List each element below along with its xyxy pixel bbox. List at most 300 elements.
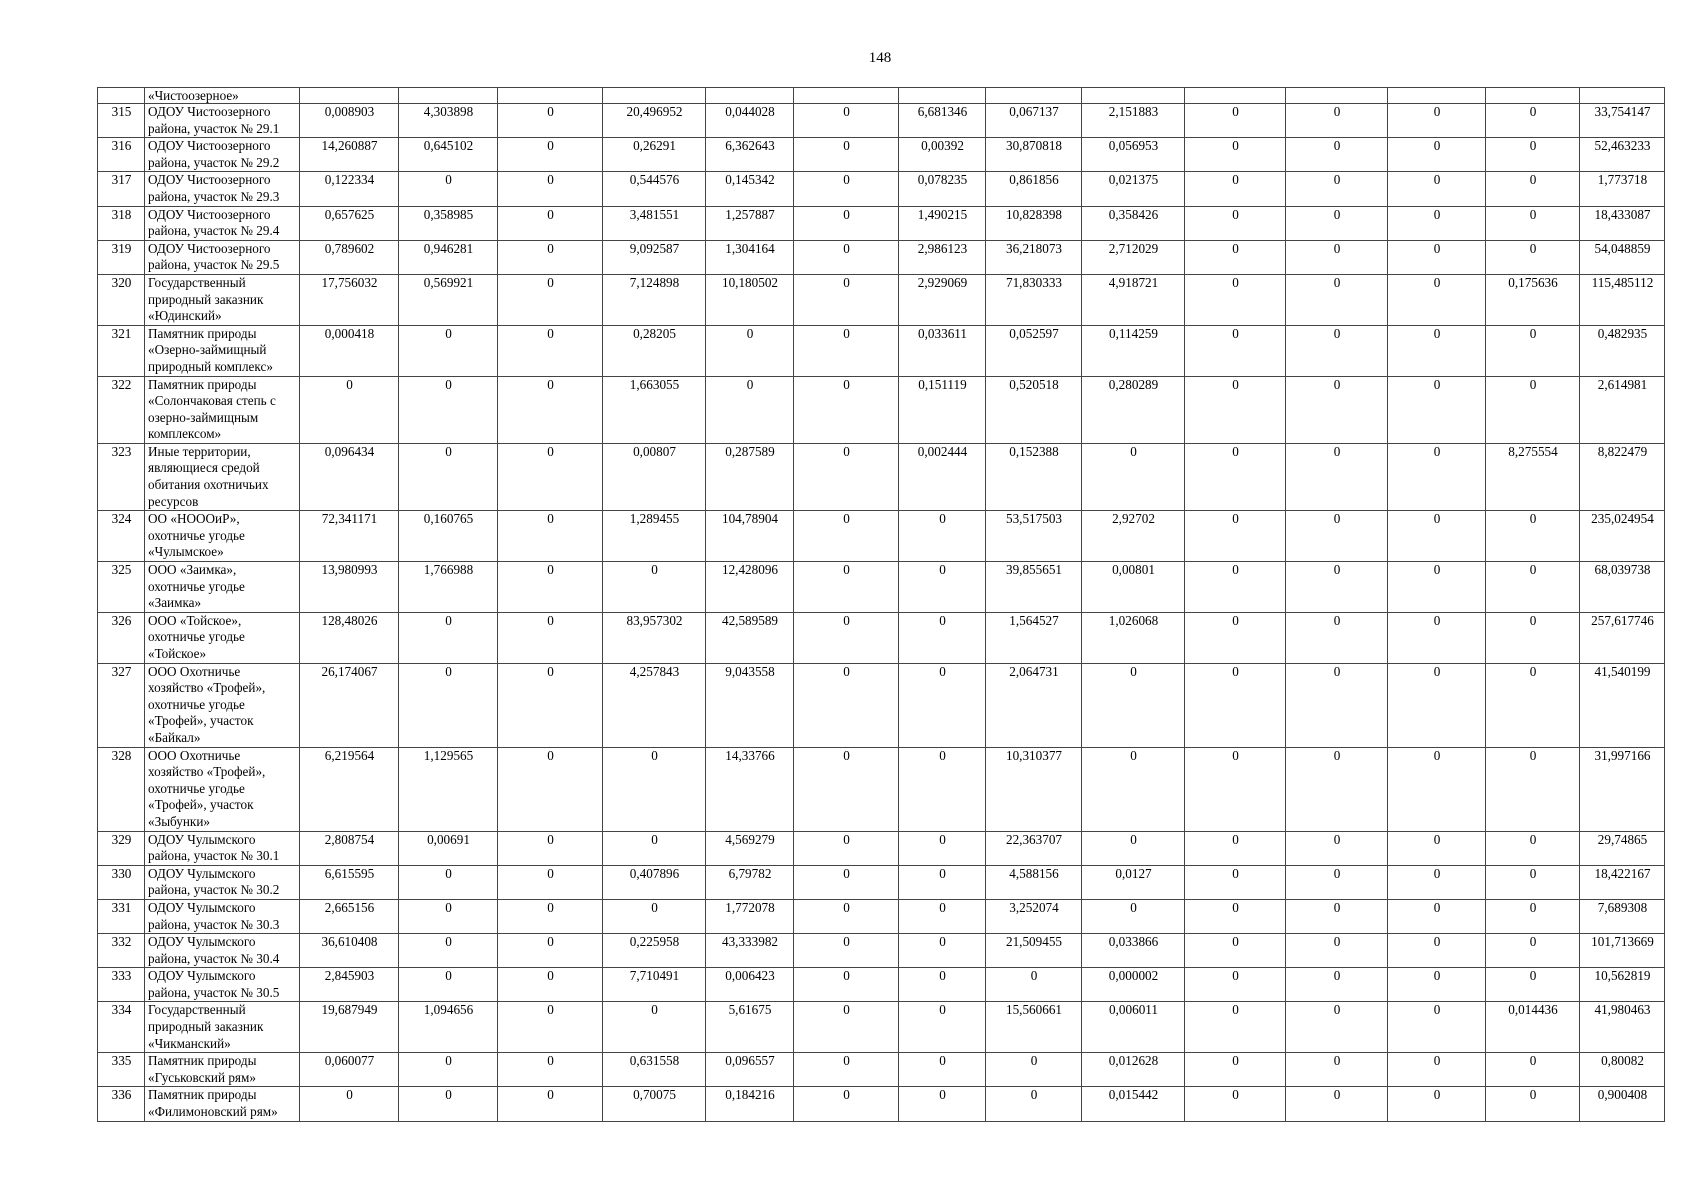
table-cell-name: ОДОУ Чистоозерного района, участок № 29.2 bbox=[145, 138, 300, 172]
table-cell-value: 2,064731 bbox=[986, 663, 1082, 747]
table-cell-value: 0 bbox=[1082, 443, 1185, 510]
table-cell-total: 29,74865 bbox=[1580, 831, 1665, 865]
table-cell bbox=[706, 88, 794, 104]
table-cell-value: 8,275554 bbox=[1486, 443, 1580, 510]
table-cell-value: 0,00691 bbox=[399, 831, 498, 865]
table-cell-total: 0,482935 bbox=[1580, 325, 1665, 376]
table-cell-value: 0 bbox=[1388, 612, 1486, 663]
table-cell-value: 39,855651 bbox=[986, 562, 1082, 613]
table-cell-value: 0 bbox=[899, 612, 986, 663]
table-cell-value: 1,026068 bbox=[1082, 612, 1185, 663]
table-cell-value: 0 bbox=[794, 1053, 899, 1087]
table-cell-total: 0,900408 bbox=[1580, 1087, 1665, 1121]
table-cell-value: 1,766988 bbox=[399, 562, 498, 613]
table-cell-value: 0 bbox=[498, 240, 603, 274]
table-cell-value: 0 bbox=[1486, 104, 1580, 138]
table-cell-num: 333 bbox=[98, 968, 145, 1002]
table-cell bbox=[1388, 88, 1486, 104]
table-cell-value: 0 bbox=[1185, 663, 1286, 747]
table-cell-num: 322 bbox=[98, 376, 145, 443]
table-cell-num: 327 bbox=[98, 663, 145, 747]
table-cell-value: 104,78904 bbox=[706, 511, 794, 562]
table-cell-value: 0,122334 bbox=[300, 172, 399, 206]
table-row bbox=[98, 104, 1665, 138]
table-cell-value: 0,70075 bbox=[603, 1087, 706, 1121]
table-cell-value: 3,481551 bbox=[603, 206, 706, 240]
table-cell-value: 0 bbox=[1388, 172, 1486, 206]
table-cell-value: 0 bbox=[1286, 865, 1388, 899]
table-cell-num: 335 bbox=[98, 1053, 145, 1087]
table-cell-value: 0 bbox=[603, 747, 706, 831]
table-cell-value: 0 bbox=[794, 104, 899, 138]
table-cell-value: 0 bbox=[899, 663, 986, 747]
table-cell-value: 0 bbox=[1388, 1053, 1486, 1087]
table-cell-value: 0 bbox=[1286, 1002, 1388, 1053]
table-cell-value: 0 bbox=[1286, 376, 1388, 443]
table-cell-value: 0,175636 bbox=[1486, 274, 1580, 325]
table-cell-value: 0 bbox=[1286, 663, 1388, 747]
table-cell-name: ООО Охотничье хозяйство «Трофей», охотничье угодье «Трофей», участок «Байкал» bbox=[145, 663, 300, 747]
table-row bbox=[98, 934, 1665, 968]
table-cell-value: 83,957302 bbox=[603, 612, 706, 663]
table-cell bbox=[1185, 88, 1286, 104]
table-row bbox=[98, 562, 1665, 613]
table-cell-value: 0 bbox=[1286, 172, 1388, 206]
table-cell-value: 0 bbox=[300, 376, 399, 443]
table-cell-value: 1,289455 bbox=[603, 511, 706, 562]
table-cell-value: 2,665156 bbox=[300, 899, 399, 933]
table-cell-value: 0 bbox=[1486, 747, 1580, 831]
table-cell-value: 0 bbox=[1486, 206, 1580, 240]
table-cell-value: 2,92702 bbox=[1082, 511, 1185, 562]
table-cell-value: 0 bbox=[498, 104, 603, 138]
table-cell bbox=[603, 88, 706, 104]
table-cell-value: 1,304164 bbox=[706, 240, 794, 274]
table-cell-value: 0 bbox=[1388, 934, 1486, 968]
table-cell-value: 0 bbox=[498, 325, 603, 376]
table-cell-value: 0 bbox=[498, 562, 603, 613]
table-cell-value: 53,517503 bbox=[986, 511, 1082, 562]
table-cell-value: 0 bbox=[1286, 511, 1388, 562]
table-cell-value: 2,929069 bbox=[899, 274, 986, 325]
table-cell-value: 6,362643 bbox=[706, 138, 794, 172]
table-cell-value: 14,33766 bbox=[706, 747, 794, 831]
table-cell-value: 0 bbox=[1286, 1053, 1388, 1087]
table-cell-num: 316 bbox=[98, 138, 145, 172]
table-cell-value: 0 bbox=[498, 274, 603, 325]
table-row bbox=[98, 325, 1665, 376]
table-cell-total: 41,980463 bbox=[1580, 1002, 1665, 1053]
table-cell-value: 0,520518 bbox=[986, 376, 1082, 443]
table-cell-value: 0 bbox=[498, 376, 603, 443]
table-row bbox=[98, 240, 1665, 274]
table-cell-value: 2,712029 bbox=[1082, 240, 1185, 274]
table-cell-value: 6,219564 bbox=[300, 747, 399, 831]
table-cell-value: 17,756032 bbox=[300, 274, 399, 325]
table-cell-value: 0 bbox=[794, 138, 899, 172]
table-cell-value: 0 bbox=[1388, 325, 1486, 376]
table-cell-value: 72,341171 bbox=[300, 511, 399, 562]
table-cell-value: 0,280289 bbox=[1082, 376, 1185, 443]
table-cell-value: 0 bbox=[1185, 747, 1286, 831]
table-cell-value: 0 bbox=[794, 376, 899, 443]
table-cell-value: 0,021375 bbox=[1082, 172, 1185, 206]
table-cell-value: 0 bbox=[1286, 747, 1388, 831]
table-cell-value: 0 bbox=[1486, 172, 1580, 206]
table-cell-value: 5,61675 bbox=[706, 1002, 794, 1053]
table-cell-value: 1,257887 bbox=[706, 206, 794, 240]
table-cell-value: 0 bbox=[1388, 138, 1486, 172]
table-cell-value: 4,303898 bbox=[399, 104, 498, 138]
table-cell bbox=[1286, 88, 1388, 104]
table-cell-value: 0 bbox=[794, 1087, 899, 1121]
table-cell-value: 0 bbox=[498, 206, 603, 240]
table-cell-num: 330 bbox=[98, 865, 145, 899]
table-cell-value: 0 bbox=[1486, 376, 1580, 443]
table-cell-value: 26,174067 bbox=[300, 663, 399, 747]
table-cell-value: 0 bbox=[1185, 104, 1286, 138]
table-cell-total: 54,048859 bbox=[1580, 240, 1665, 274]
table-cell-value: 0 bbox=[1486, 138, 1580, 172]
table-cell-value: 0 bbox=[1286, 831, 1388, 865]
table-row bbox=[98, 968, 1665, 1002]
table-cell-value: 0,631558 bbox=[603, 1053, 706, 1087]
table-cell-total: 18,433087 bbox=[1580, 206, 1665, 240]
table-cell-name: ОДОУ Чулымского района, участок № 30.1 bbox=[145, 831, 300, 865]
table-cell-value: 4,569279 bbox=[706, 831, 794, 865]
table-cell-value: 0 bbox=[1486, 1053, 1580, 1087]
table-cell-num: 324 bbox=[98, 511, 145, 562]
table-cell-value: 0 bbox=[794, 562, 899, 613]
table-cell-value: 21,509455 bbox=[986, 934, 1082, 968]
data-table bbox=[97, 87, 1665, 1122]
table-cell-value: 0 bbox=[498, 968, 603, 1002]
table-cell-total: 101,713669 bbox=[1580, 934, 1665, 968]
table-cell-value: 0 bbox=[794, 831, 899, 865]
table-cell-value: 0 bbox=[1388, 376, 1486, 443]
table-row bbox=[98, 376, 1665, 443]
table-cell-value: 0,067137 bbox=[986, 104, 1082, 138]
table-cell bbox=[1082, 88, 1185, 104]
table-cell-value: 71,830333 bbox=[986, 274, 1082, 325]
table-cell-num: 332 bbox=[98, 934, 145, 968]
table-cell-value: 0,114259 bbox=[1082, 325, 1185, 376]
table-cell-value: 0 bbox=[986, 968, 1082, 1002]
table-cell-value: 36,610408 bbox=[300, 934, 399, 968]
table-cell bbox=[300, 88, 399, 104]
table-cell bbox=[794, 88, 899, 104]
table-cell-value: 0,645102 bbox=[399, 138, 498, 172]
table-cell-value: 0,145342 bbox=[706, 172, 794, 206]
table-cell-value: 0 bbox=[498, 172, 603, 206]
table-row bbox=[98, 1087, 1665, 1121]
table-cell-num: 325 bbox=[98, 562, 145, 613]
table-cell-value: 0 bbox=[399, 612, 498, 663]
table-cell-value: 1,094656 bbox=[399, 1002, 498, 1053]
table-cell-value: 0 bbox=[1286, 562, 1388, 613]
table-cell-value: 0 bbox=[1286, 934, 1388, 968]
table-cell-value: 0 bbox=[1185, 1053, 1286, 1087]
table-cell-value: 0 bbox=[899, 831, 986, 865]
table-cell-num: 331 bbox=[98, 899, 145, 933]
table-cell-value: 0 bbox=[794, 511, 899, 562]
table-cell-value: 0 bbox=[1185, 934, 1286, 968]
table-cell-value: 19,687949 bbox=[300, 1002, 399, 1053]
table-row bbox=[98, 206, 1665, 240]
table-cell-value: 0 bbox=[1486, 934, 1580, 968]
table-cell-value: 0 bbox=[794, 172, 899, 206]
table-row bbox=[98, 612, 1665, 663]
table-cell-value: 0 bbox=[1082, 831, 1185, 865]
table-cell-value: 0 bbox=[1486, 325, 1580, 376]
table-cell-total: 52,463233 bbox=[1580, 138, 1665, 172]
table-row-continuation bbox=[98, 88, 1665, 104]
table-cell-value: 0 bbox=[1486, 663, 1580, 747]
table-cell-value: 6,681346 bbox=[899, 104, 986, 138]
table-cell-value: 0 bbox=[603, 831, 706, 865]
table-cell-value: 0 bbox=[1185, 138, 1286, 172]
table-cell-value: 0 bbox=[1185, 511, 1286, 562]
table-cell-value: 7,124898 bbox=[603, 274, 706, 325]
table-cell-value: 43,333982 bbox=[706, 934, 794, 968]
table-cell-value: 0 bbox=[1486, 511, 1580, 562]
table-cell-total: 0,80082 bbox=[1580, 1053, 1665, 1087]
table-cell-value: 0,002444 bbox=[899, 443, 986, 510]
table-cell-value: 30,870818 bbox=[986, 138, 1082, 172]
table-cell-value: 4,257843 bbox=[603, 663, 706, 747]
table-cell-total: 115,485112 bbox=[1580, 274, 1665, 325]
table-cell-value: 0 bbox=[1486, 1087, 1580, 1121]
table-row bbox=[98, 1002, 1665, 1053]
table-cell-value: 0,789602 bbox=[300, 240, 399, 274]
table-cell-num: 317 bbox=[98, 172, 145, 206]
table-row bbox=[98, 899, 1665, 933]
table-cell-name: ОДОУ Чулымского района, участок № 30.3 bbox=[145, 899, 300, 933]
table-cell-total: 33,754147 bbox=[1580, 104, 1665, 138]
table-cell-value: 0,052597 bbox=[986, 325, 1082, 376]
table-cell-value: 0 bbox=[1388, 1002, 1486, 1053]
table-cell-num: 326 bbox=[98, 612, 145, 663]
table-cell-value: 6,79782 bbox=[706, 865, 794, 899]
table-cell-value: 0 bbox=[1286, 240, 1388, 274]
table-cell-value: 9,092587 bbox=[603, 240, 706, 274]
table-cell-value: 0,00392 bbox=[899, 138, 986, 172]
table-cell-value: 0 bbox=[1388, 831, 1486, 865]
table-cell-value: 0 bbox=[794, 443, 899, 510]
table-cell-value: 0 bbox=[603, 1002, 706, 1053]
table-cell-value: 0 bbox=[1185, 899, 1286, 933]
table-cell-value: 0 bbox=[1388, 104, 1486, 138]
table-cell-value: 0 bbox=[1388, 511, 1486, 562]
table-cell-value: 0 bbox=[399, 865, 498, 899]
table-row bbox=[98, 865, 1665, 899]
table-cell-value: 0 bbox=[498, 1087, 603, 1121]
table-cell-value: 0,184216 bbox=[706, 1087, 794, 1121]
table-cell-value: 0,569921 bbox=[399, 274, 498, 325]
table-cell-value: 0 bbox=[899, 511, 986, 562]
table-cell-num bbox=[98, 88, 145, 104]
table-cell-value: 0 bbox=[399, 1053, 498, 1087]
table-cell-value: 0 bbox=[1486, 612, 1580, 663]
table-cell-value: 0 bbox=[1486, 899, 1580, 933]
table-cell-value: 0 bbox=[794, 747, 899, 831]
table-cell-value: 13,980993 bbox=[300, 562, 399, 613]
table-cell-value: 0 bbox=[1185, 206, 1286, 240]
table-cell-value: 0,861856 bbox=[986, 172, 1082, 206]
table-cell-value: 0 bbox=[986, 1087, 1082, 1121]
table-cell-value: 0,033611 bbox=[899, 325, 986, 376]
table-cell-name: ОДОУ Чистоозерного района, участок № 29.4 bbox=[145, 206, 300, 240]
table-cell-value: 0,014436 bbox=[1486, 1002, 1580, 1053]
table-cell-name: «Чистоозерное» bbox=[145, 88, 300, 104]
table-cell-value: 1,490215 bbox=[899, 206, 986, 240]
table-cell-value: 0 bbox=[498, 865, 603, 899]
table-cell-value: 0 bbox=[899, 1053, 986, 1087]
table-cell-value: 0 bbox=[794, 968, 899, 1002]
table-cell-value: 0 bbox=[1286, 899, 1388, 933]
table-cell-name: ООО «Заимка», охотничье угодье «Заимка» bbox=[145, 562, 300, 613]
table-cell-value: 10,828398 bbox=[986, 206, 1082, 240]
table-cell-value: 0 bbox=[399, 1087, 498, 1121]
table-cell-value: 0 bbox=[1185, 1002, 1286, 1053]
table-cell-value: 2,986123 bbox=[899, 240, 986, 274]
table-cell-name: Памятник природы «Озерно-займищный природный комплекс» bbox=[145, 325, 300, 376]
table-cell-name: ОО «НОООиР», охотничье угодье «Чулымское» bbox=[145, 511, 300, 562]
table-cell-value: 0,015442 bbox=[1082, 1087, 1185, 1121]
table-cell-value: 0 bbox=[794, 325, 899, 376]
table-cell-value: 0 bbox=[1486, 968, 1580, 1002]
table-cell-total: 31,997166 bbox=[1580, 747, 1665, 831]
table-row bbox=[98, 172, 1665, 206]
table-cell-name: Памятник природы «Филимоновский рям» bbox=[145, 1087, 300, 1121]
table-cell-num: 336 bbox=[98, 1087, 145, 1121]
table-cell-value: 0 bbox=[1388, 240, 1486, 274]
table-cell-value: 0 bbox=[706, 325, 794, 376]
table-cell-value: 0 bbox=[1185, 1087, 1286, 1121]
table-cell-total: 8,822479 bbox=[1580, 443, 1665, 510]
table-cell-value: 1,129565 bbox=[399, 747, 498, 831]
table-cell-value: 0 bbox=[1286, 138, 1388, 172]
table-cell-value: 0 bbox=[1185, 172, 1286, 206]
table-cell-value: 0 bbox=[1486, 865, 1580, 899]
table-cell bbox=[1580, 88, 1665, 104]
table-cell-value: 0 bbox=[899, 899, 986, 933]
table-cell-name: ОДОУ Чулымского района, участок № 30.2 bbox=[145, 865, 300, 899]
table-cell-value: 0,044028 bbox=[706, 104, 794, 138]
table-cell-name: Памятник природы «Солончаковая степь с озерно-займищным комплексом» bbox=[145, 376, 300, 443]
table-cell-value: 0 bbox=[899, 747, 986, 831]
table-cell-value: 0 bbox=[1286, 1087, 1388, 1121]
table-cell-value: 0 bbox=[399, 376, 498, 443]
table-cell-value: 128,48026 bbox=[300, 612, 399, 663]
table-cell-value: 0 bbox=[498, 1002, 603, 1053]
table-cell-name: Государственный природный заказник «Юдинский» bbox=[145, 274, 300, 325]
table-cell-value: 0 bbox=[603, 899, 706, 933]
table-row bbox=[98, 138, 1665, 172]
table-cell-value: 0,006011 bbox=[1082, 1002, 1185, 1053]
table-cell-value: 0,012628 bbox=[1082, 1053, 1185, 1087]
table-cell-name: Государственный природный заказник «Чикманский» bbox=[145, 1002, 300, 1053]
table-cell-value: 0 bbox=[498, 612, 603, 663]
table-cell-value: 4,918721 bbox=[1082, 274, 1185, 325]
table-cell-total: 235,024954 bbox=[1580, 511, 1665, 562]
table-cell-value: 0 bbox=[1388, 443, 1486, 510]
table-cell-value: 0 bbox=[794, 865, 899, 899]
table-cell bbox=[498, 88, 603, 104]
table-cell-value: 4,588156 bbox=[986, 865, 1082, 899]
table-cell-total: 7,689308 bbox=[1580, 899, 1665, 933]
table-cell bbox=[899, 88, 986, 104]
table-cell-name: ОДОУ Чулымского района, участок № 30.4 bbox=[145, 934, 300, 968]
table-cell-value: 0 bbox=[794, 899, 899, 933]
table-cell-value: 0 bbox=[1082, 747, 1185, 831]
table-cell-value: 0 bbox=[498, 663, 603, 747]
table-cell-name: Иные территории, являющиеся средой обитания охотничьих ресурсов bbox=[145, 443, 300, 510]
table-cell-num: 323 bbox=[98, 443, 145, 510]
table-cell-value: 0,544576 bbox=[603, 172, 706, 206]
table-cell-num: 315 bbox=[98, 104, 145, 138]
table-cell-name: ОДОУ Чистоозерного района, участок № 29.3 bbox=[145, 172, 300, 206]
table-cell-num: 319 bbox=[98, 240, 145, 274]
table-cell-value: 0 bbox=[1286, 274, 1388, 325]
table-cell-total: 10,562819 bbox=[1580, 968, 1665, 1002]
table-cell-value: 0,000002 bbox=[1082, 968, 1185, 1002]
table-cell-value: 0 bbox=[1185, 831, 1286, 865]
table-cell-total: 1,773718 bbox=[1580, 172, 1665, 206]
page-number: 148 bbox=[868, 50, 892, 66]
table-cell-value: 0 bbox=[498, 138, 603, 172]
table-cell-value: 0,28205 bbox=[603, 325, 706, 376]
table-row bbox=[98, 663, 1665, 747]
table-cell-value: 22,363707 bbox=[986, 831, 1082, 865]
table-cell-value: 0 bbox=[1185, 240, 1286, 274]
table-cell-value: 0 bbox=[899, 968, 986, 1002]
table-cell-value: 0 bbox=[399, 663, 498, 747]
table-cell-value: 0 bbox=[603, 562, 706, 613]
table-cell-value: 0 bbox=[794, 612, 899, 663]
table-cell-total: 68,039738 bbox=[1580, 562, 1665, 613]
table-cell-value: 0 bbox=[399, 443, 498, 510]
table-cell-value: 0,160765 bbox=[399, 511, 498, 562]
table-cell-value: 0 bbox=[899, 1087, 986, 1121]
table-cell bbox=[986, 88, 1082, 104]
table-cell-value: 0 bbox=[1486, 831, 1580, 865]
table-cell-value: 0 bbox=[1388, 865, 1486, 899]
table-cell-value: 0,006423 bbox=[706, 968, 794, 1002]
table-cell-value: 0 bbox=[300, 1087, 399, 1121]
table-cell-value: 0,056953 bbox=[1082, 138, 1185, 172]
table-cell-value: 0,000418 bbox=[300, 325, 399, 376]
table-cell-value: 0 bbox=[1185, 562, 1286, 613]
table-cell-value: 2,845903 bbox=[300, 968, 399, 1002]
table-cell-value: 0,287589 bbox=[706, 443, 794, 510]
table-cell-value: 0 bbox=[899, 934, 986, 968]
table-cell-value: 0 bbox=[1286, 443, 1388, 510]
table-cell-value: 0 bbox=[1185, 325, 1286, 376]
table-cell-value: 0 bbox=[706, 376, 794, 443]
table-cell-value: 0 bbox=[1286, 206, 1388, 240]
table-cell-num: 320 bbox=[98, 274, 145, 325]
table-cell-value: 1,772078 bbox=[706, 899, 794, 933]
table-cell-num: 334 bbox=[98, 1002, 145, 1053]
table-cell-value: 0 bbox=[498, 511, 603, 562]
table-row bbox=[98, 1053, 1665, 1087]
table-cell-value: 0 bbox=[399, 899, 498, 933]
table-cell-value: 2,151883 bbox=[1082, 104, 1185, 138]
table-cell-value: 0 bbox=[399, 934, 498, 968]
table-cell-value: 0 bbox=[1486, 240, 1580, 274]
table-cell-value: 0,078235 bbox=[899, 172, 986, 206]
